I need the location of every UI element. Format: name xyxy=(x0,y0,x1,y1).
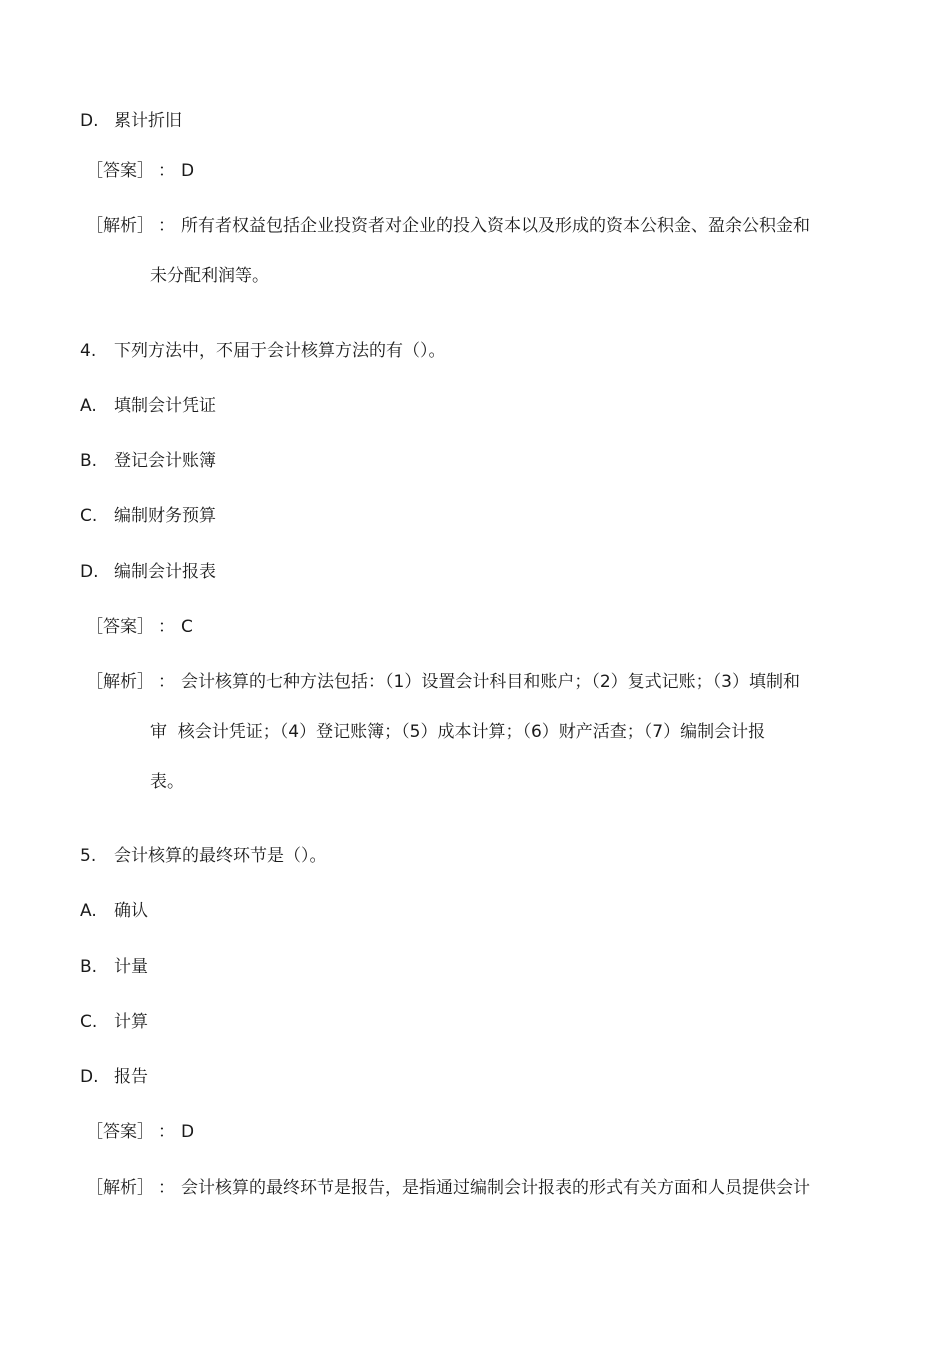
question-5-stem xyxy=(80,845,327,867)
option-text: 编制会计报表 xyxy=(114,562,216,582)
option-letter: C. xyxy=(80,506,98,526)
analysis-text: 会计核算的最终环节是报告，是指通过编制会计报表的形式有关方面和人员提供会计 xyxy=(181,1178,810,1198)
analysis-line-2: 未分配利润等。 xyxy=(150,266,269,286)
analysis-colon: ： xyxy=(158,672,175,692)
option-text: 累计折旧 xyxy=(114,111,182,131)
answer-line xyxy=(86,1121,194,1143)
analysis-colon: ： xyxy=(158,1178,175,1198)
question-4-stem xyxy=(80,340,446,362)
analysis-line-1 xyxy=(86,671,800,693)
option-letter: D. xyxy=(80,562,99,582)
option-letter: D. xyxy=(80,111,99,131)
analysis-line-3: 表。 xyxy=(150,772,184,792)
analysis-colon: ： xyxy=(158,216,175,236)
option-text: 登记会计账簿 xyxy=(114,451,216,471)
answer-colon: ： xyxy=(158,617,175,637)
option-letter: B. xyxy=(80,957,98,977)
answer-label: ［答案］ xyxy=(86,161,154,181)
analysis-label: ［解析］ xyxy=(86,672,154,692)
analysis-line-2: 审 核会计凭证；（4）登记账簿；（5）成本计算；（6）财产活查；（7）编制会计报 xyxy=(150,722,766,742)
option-text: 计算 xyxy=(114,1012,148,1032)
analysis-text: 会计核算的七种方法包括：（1）设置会计科目和账户；（2）复式记账；（3）填制和 xyxy=(181,672,800,692)
option-text: 确认 xyxy=(114,901,148,921)
option-c xyxy=(80,505,216,527)
option-letter: B. xyxy=(80,451,98,471)
option-a xyxy=(80,395,216,417)
option-letter: A. xyxy=(80,901,97,921)
option-letter: A. xyxy=(80,396,97,416)
answer-colon: ： xyxy=(158,161,175,181)
answer-line xyxy=(86,616,193,638)
answer-value: D xyxy=(181,1122,195,1142)
option-b xyxy=(80,956,148,978)
option-text: 填制会计凭证 xyxy=(114,396,216,416)
answer-line xyxy=(86,160,194,182)
analysis-line-1 xyxy=(86,1177,810,1199)
option-c xyxy=(80,1011,148,1033)
answer-value: D xyxy=(181,161,195,181)
question-number: 5. xyxy=(80,846,97,866)
option-d xyxy=(80,561,216,583)
analysis-label: ［解析］ xyxy=(86,216,154,236)
option-a xyxy=(80,900,148,922)
option-d xyxy=(80,110,182,132)
answer-colon: ： xyxy=(158,1122,175,1142)
option-text: 报告 xyxy=(114,1067,148,1087)
option-b xyxy=(80,450,216,472)
option-letter: C. xyxy=(80,1012,98,1032)
analysis-label: ［解析］ xyxy=(86,1178,154,1198)
answer-label: ［答案］ xyxy=(86,1122,154,1142)
answer-value: C xyxy=(181,617,193,637)
option-text: 编制财务预算 xyxy=(114,506,216,526)
option-letter: D. xyxy=(80,1067,99,1087)
analysis-text: 所有者权益包括企业投资者对企业的投入资本以及形成的资本公积金、盈余公积金和 xyxy=(181,216,810,236)
option-text: 计量 xyxy=(114,957,148,977)
question-number: 4. xyxy=(80,341,97,361)
question-text: 会计核算的最终环节是（）。 xyxy=(114,846,327,866)
option-d xyxy=(80,1066,148,1088)
question-text: 下列方法中，不届于会计核算方法的有（）。 xyxy=(114,341,446,361)
analysis-line-1 xyxy=(86,215,810,237)
answer-label: ［答案］ xyxy=(86,617,154,637)
